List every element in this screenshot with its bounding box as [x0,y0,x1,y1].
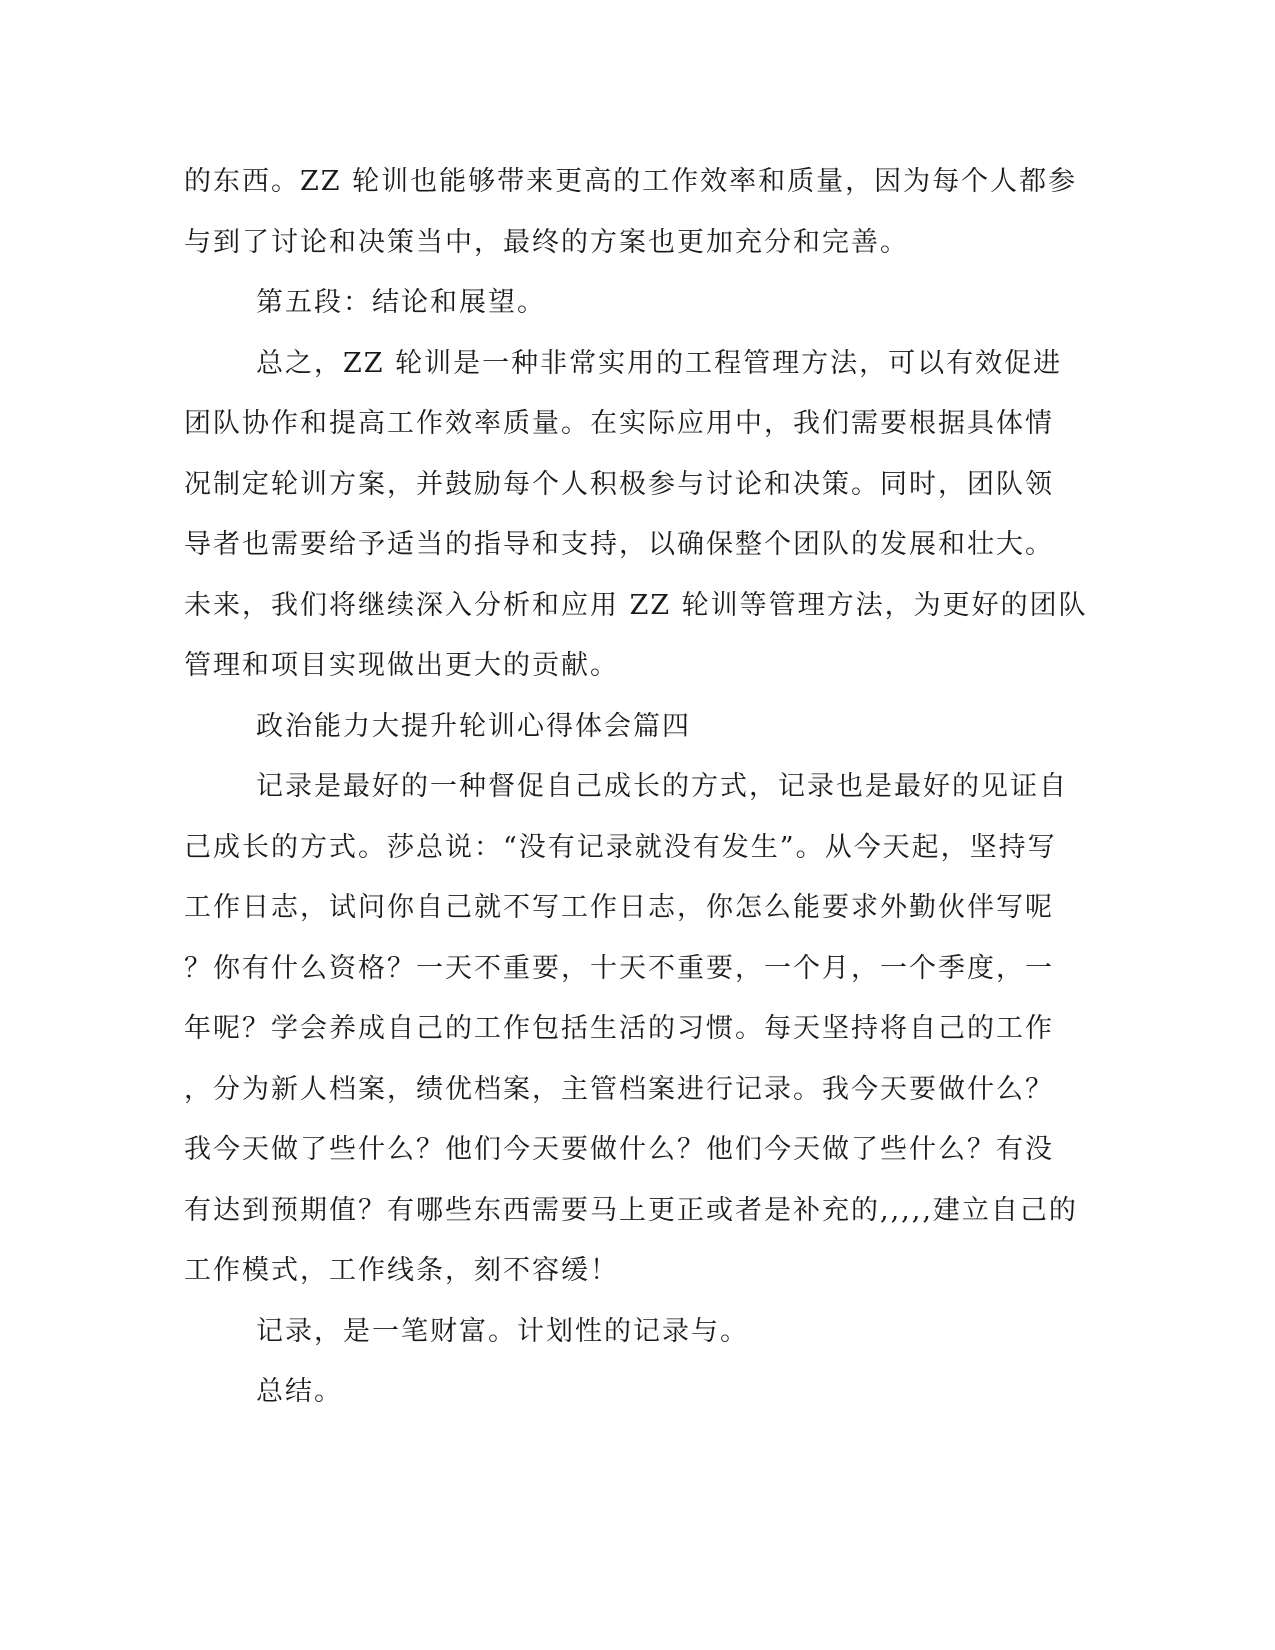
text-line: 团队协作和提高工作效率质量。在实际应用中，我们需要根据具体情 [184,408,1054,439]
text-line: ？你有什么资格？一天不重要，十天不重要，一个月，一个季度，一 [184,952,1054,984]
text-line: 与到了讨论和决策当中，最终的方案也更加充分和完善。 [184,226,909,258]
text-line: 未来，我们将继续深入分析和应用 ZZ 轮训等管理方法，为更好的团队 [184,589,1088,621]
text-line: 导者也需要给予适当的指导和支持，以确保整个团队的发展和壮大。 [184,529,1054,560]
text-line: 总结。 [256,1376,343,1407]
text-line: 况制定轮训方案，并鼓励每个人积极参与讨论和决策。同时，团队领 [184,468,1054,500]
document-body [184,152,1088,1423]
text-line: ，分为新人档案，绩优档案，主管档案进行记录。我今天要做什么？ [184,1073,1054,1105]
text-line: 记录是最好的一种督促自己成长的方式，记录也是最好的见证自 [256,771,1068,802]
text-line: 的东西。ZZ 轮训也能够带来更高的工作效率和质量，因为每个人都参 [184,166,1078,197]
text-line: 工作日志，试问你自己就不写工作日志，你怎么能要求外勤伙伴写呢 [184,892,1054,923]
text-line: 工作模式，工作线条，刻不容缓！ [184,1255,619,1286]
text-line: 年呢？学会养成自己的工作包括生活的习惯。每天坚持将自己的工作 [184,1013,1054,1044]
text-line: 管理和项目实现做出更大的贡献。 [184,650,619,681]
text-line: 记录，是一笔财富。计划性的记录与。 [256,1315,749,1347]
text-line: 总之，ZZ 轮训是一种非常实用的工程管理方法，可以有效促进 [256,347,1063,379]
section-heading: 第五段：结论和展望。 [256,287,546,318]
text-line: 有达到预期值？有哪些东西需要马上更正或者是补充的,,,,,建立自己的 [184,1194,1078,1226]
article-title: 政治能力大提升轮训心得体会篇四 [256,710,691,742]
text-line: 己成长的方式。莎总说：“没有记录就没有发生”。从今天起，坚持写 [184,831,1057,863]
text-line: 我今天做了些什么？他们今天要做什么？他们今天做了些什么？有没 [184,1134,1054,1165]
